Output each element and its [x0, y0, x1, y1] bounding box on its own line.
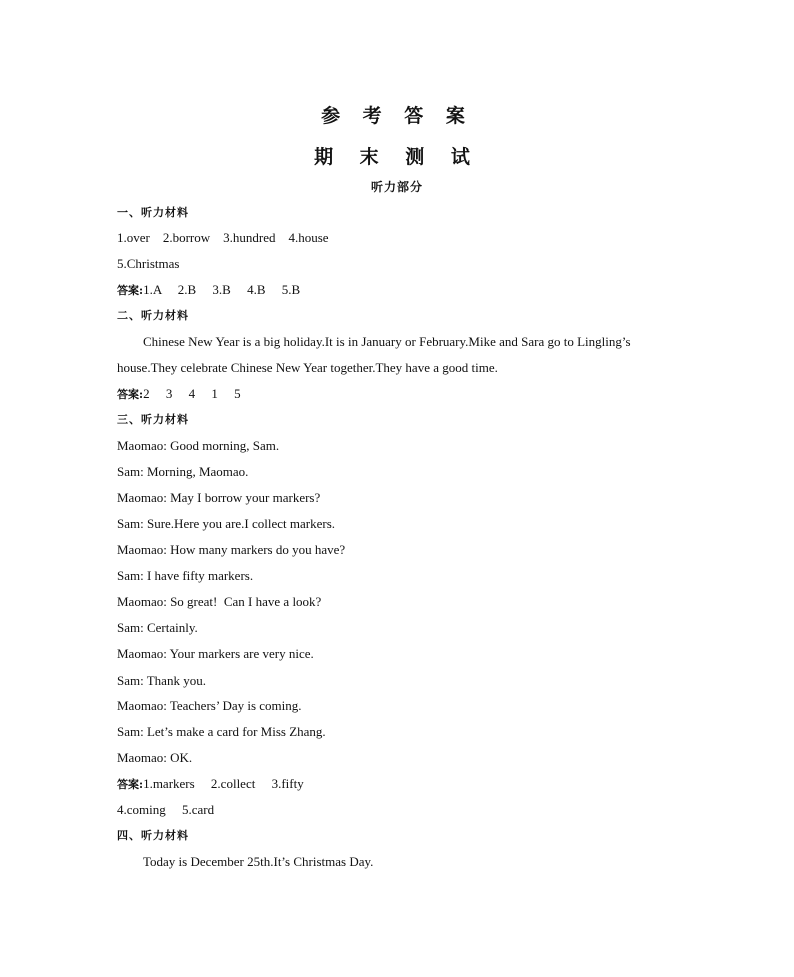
part2-material-line1: Chinese New Year is a big holiday.It is in January or February.Mike and Sara go to Lingling’s [143, 334, 631, 349]
part1-heading: 一、听力材料 [117, 206, 189, 219]
part2-material-line2: house.They celebrate Chinese New Year together.They have a good time. [117, 360, 498, 375]
part3-answer-line2: 4.coming 5.card [117, 802, 215, 817]
part1-material-line1: 1.over 2.borrow 3.hundred 4.house [117, 230, 329, 245]
dialogue-line: Maomao: Teachers’ Day is coming. [117, 698, 302, 713]
dialogue-line: Maomao: How many markers do you have? [117, 542, 346, 557]
dialogue-line: Maomao: So great! Can I have a look? [117, 594, 322, 609]
answer-values: 2 3 4 1 5 [143, 386, 241, 401]
dialogue-line: Sam: Let’s make a card for Miss Zhang. [117, 724, 326, 739]
answer-prefix: 答案: [117, 284, 144, 297]
dialogue-line: Maomao: May I borrow your markers? [117, 490, 321, 505]
part1-answer [117, 282, 300, 299]
dialogue-line: Sam: Morning, Maomao. [117, 464, 249, 479]
page-subtitle: 期 末 测 试 [314, 146, 480, 168]
part1-material-line2: 5.Christmas [117, 256, 180, 271]
answer-prefix: 答案: [117, 778, 144, 791]
dialogue-line: Maomao: OK. [117, 750, 193, 765]
dialogue-line: Sam: I have fifty markers. [117, 568, 254, 583]
page-title: 参 考 答 案 [321, 105, 473, 127]
part3-heading: 三、听力材料 [117, 413, 189, 426]
dialogue-line: Sam: Sure.Here you are.I collect markers. [117, 516, 336, 531]
part2-heading: 二、听力材料 [117, 309, 189, 322]
answer-values: 1.A 2.B 3.B 4.B 5.B [143, 282, 301, 297]
answer-values: 1.markers 2.collect 3.fifty [143, 776, 304, 791]
dialogue-line: Sam: Thank you. [117, 673, 206, 688]
part3-answer [117, 776, 304, 793]
answer-prefix: 答案: [117, 388, 144, 401]
part4-heading: 四、听力材料 [117, 829, 189, 842]
part2-answer [117, 386, 241, 403]
dialogue-line: Sam: Certainly. [117, 620, 198, 635]
dialogue-line: Maomao: Good morning, Sam. [117, 438, 280, 453]
part4-material-line1: Today is December 25th.It’s Christmas Day. [143, 854, 374, 869]
dialogue-line: Maomao: Your markers are very nice. [117, 646, 314, 661]
section-label: 听力部分 [370, 180, 423, 194]
